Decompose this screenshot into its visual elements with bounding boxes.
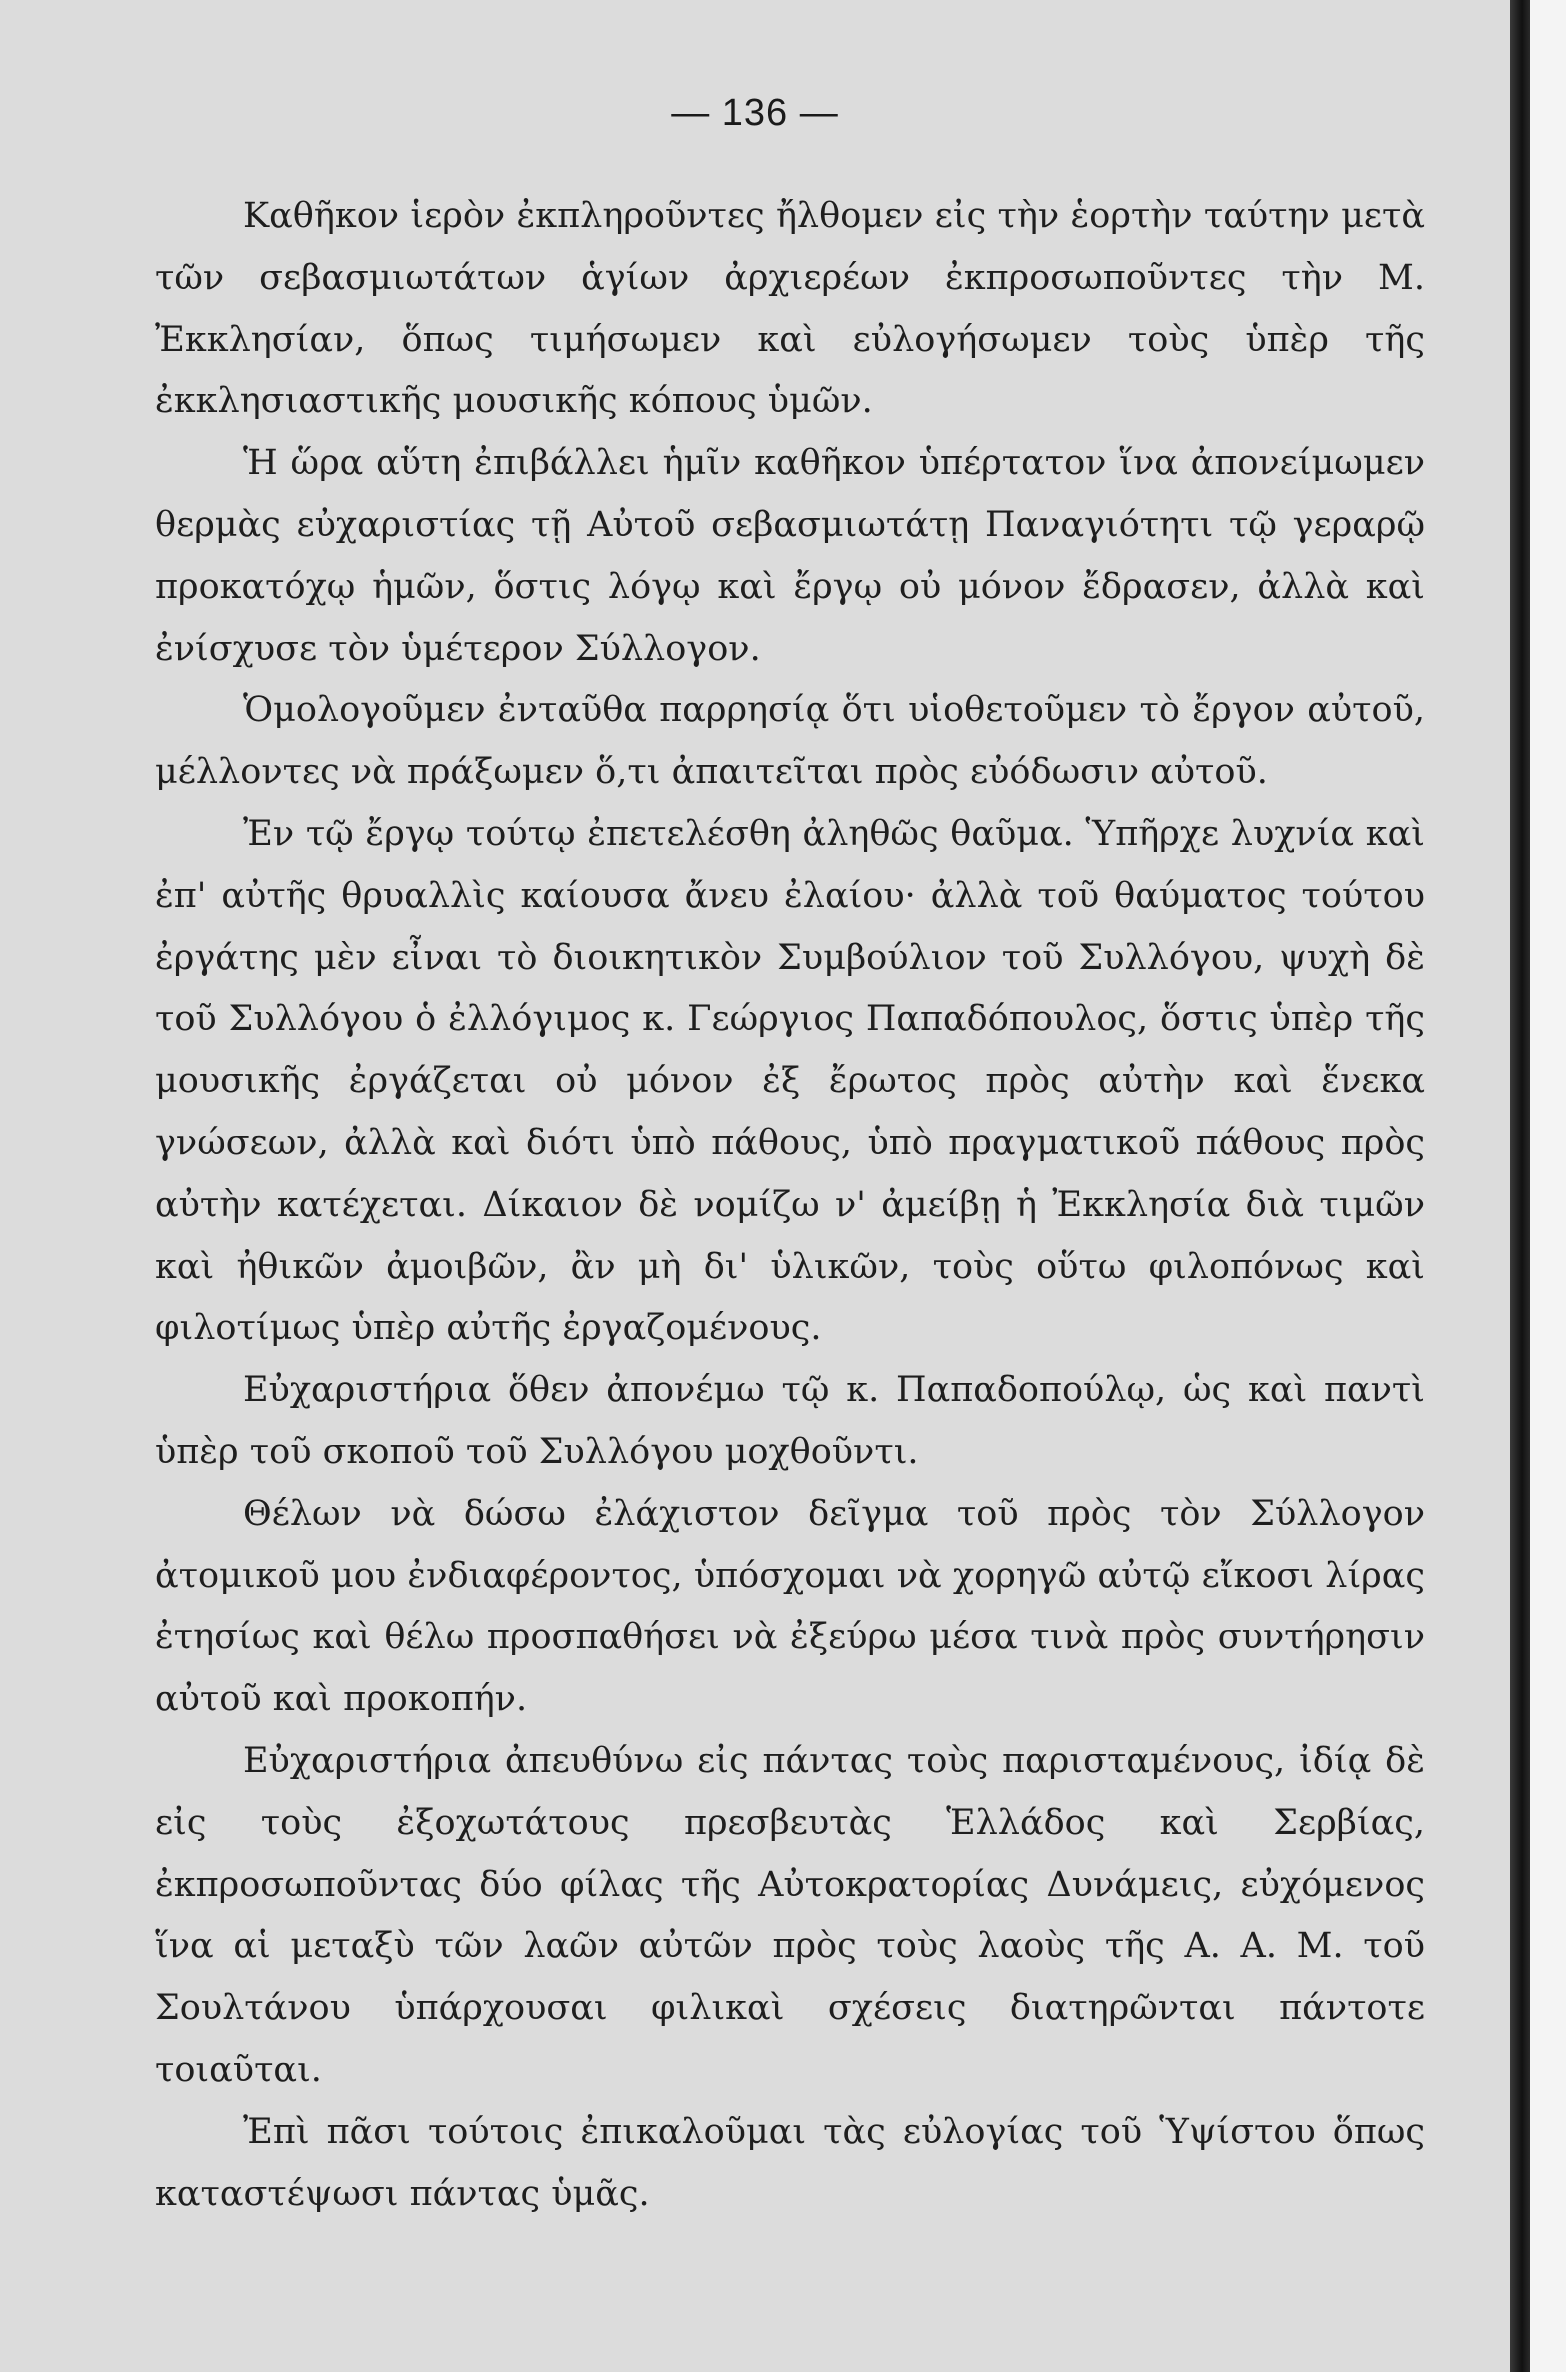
paragraph: Καθῆκον ἱερὸν ἐκπληροῦντες ἤλθομεν εἰς τὴν ἑορτὴν ταύτην μετὰ τῶν σεβασμιωτάτων ἁγίων ἀρχιερέων ἐκπροσωποῦντες τὴν Μ. Ἐκκλησίαν, ὅπως τιμήσωμεν καὶ εὐλογήσωμεν τοὺς ὑπὲρ τῆς ἐκκλησιαστικῆς μουσικῆς κόπους ὑμῶν. <box>155 196 1425 422</box>
page-number: — 136 — <box>671 92 839 134</box>
paragraph: Ἡ ὥρα αὕτη ἐπιβάλλει ἡμῖν καθῆκον ὑπέρτατον ἵνα ἀπονείμωμεν θερμὰς εὐχαριστίας τῇ Αὐτοῦ σεβασμιωτάτῃ Παναγιότητι τῷ γεραρῷ προκατόχῳ ἡμῶν, ὅστις λόγῳ καὶ ἔργῳ οὐ μόνον ἔδρασεν, ἀλλὰ καὶ ἐνίσχυσε τὸν ὑμέτερον Σύλλογον. <box>155 443 1425 669</box>
paragraph: Ἐπὶ πᾶσι τούτοις ἐπικαλοῦμαι τὰς εὐλογίας τοῦ Ὑψίστου ὅπως καταστέψωσι πάντας ὑμᾶς. <box>155 2111 1425 2214</box>
paragraph: Εὐχαριστήρια ἀπευθύνω εἰς πάντας τοὺς παρισταμένους, ἰδίᾳ δὲ εἰς τοὺς ἐξοχωτάτους πρεσβευτὰς Ἑλλάδος καὶ Σερβίας, ἐκπροσωποῦντας δύο φίλας τῆς Αὐτοκρατορίας Δυνάμεις, εὐχόμενος ἵνα αἱ μεταξὺ τῶν λαῶν αὐτῶν πρὸς τοὺς λαοὺς τῆς Α. Α. Μ. τοῦ Σουλτάνου ὑπάρχουσαι φιλικαὶ σχέσεις διατηρῶνται πάντοτε τοιαῦται. <box>155 1740 1425 2090</box>
paragraph: Θέλων νὰ δώσω ἐλάχιστον δεῖγμα τοῦ πρὸς τὸν Σύλλογον ἀτομικοῦ μου ἐνδιαφέροντος, ὑπόσχομαι νὰ χορηγῶ αὐτῷ εἴκοσι λίρας ἐτησίως καὶ θέλω προσπαθήσει νὰ ἐξεύρω μέσα τινὰ πρὸς συντήρησιν αὐτοῦ καὶ προκοπήν. <box>155 1493 1425 1720</box>
page-edge <box>1530 0 1566 2372</box>
paragraph: Ὁμολογοῦμεν ἐνταῦθα παρρησίᾳ ὅτι υἱοθετοῦμεν τὸ ἔργον αὐτοῦ, μέλλοντες νὰ πράξωμεν ὅ,τι ἀπαιτεῖται πρὸς εὐόδωσιν αὐτοῦ. <box>155 690 1425 793</box>
book-spine <box>1510 0 1530 2372</box>
body-text <box>155 186 1425 2225</box>
paragraph: Ἐν τῷ ἔργῳ τούτῳ ἐπετελέσθη ἀληθῶς θαῦμα. Ὑπῆρχε λυχνία καὶ ἐπ' αὐτῆς θρυαλλὶς καίουσα ἄνευ ἐλαίου· ἀλλὰ τοῦ θαύματος τούτου ἐργάτης μὲν εἶναι τὸ διοικητικὸν Συμβούλιον τοῦ Συλλόγου, ψυχὴ δὲ τοῦ Συλλόγου ὁ ἐλλόγιμος κ. Γεώργιος Παπαδόπουλος, ὅστις ὑπὲρ τῆς μουσικῆς ἐργάζεται οὐ μόνον ἐξ ἔρωτος πρὸς αὐτὴν καὶ ἕνεκα γνώσεων, ἀλλὰ καὶ διότι ὑπὸ πάθους, ὑπὸ πραγματικοῦ πάθους πρὸς αὐτὴν κατέχεται. Δίκαιον δὲ νομίζω ν' ἀμείβῃ ἡ Ἐκκλησία διὰ τιμῶν καὶ ἠθικῶν ἀμοιβῶν, ἂν μὴ δι' ὑλικῶν, τοὺς οὕτω φιλοπόνως καὶ φιλοτίμως ὑπὲρ αὐτῆς ἐργαζομένους. <box>155 813 1425 1349</box>
paragraph: Εὐχαριστήρια ὅθεν ἀπονέμω τῷ κ. Παπαδοπούλῳ, ὡς καὶ παντὶ ὑπὲρ τοῦ σκοποῦ τοῦ Συλλόγου μοχθοῦντι. <box>155 1370 1425 1472</box>
